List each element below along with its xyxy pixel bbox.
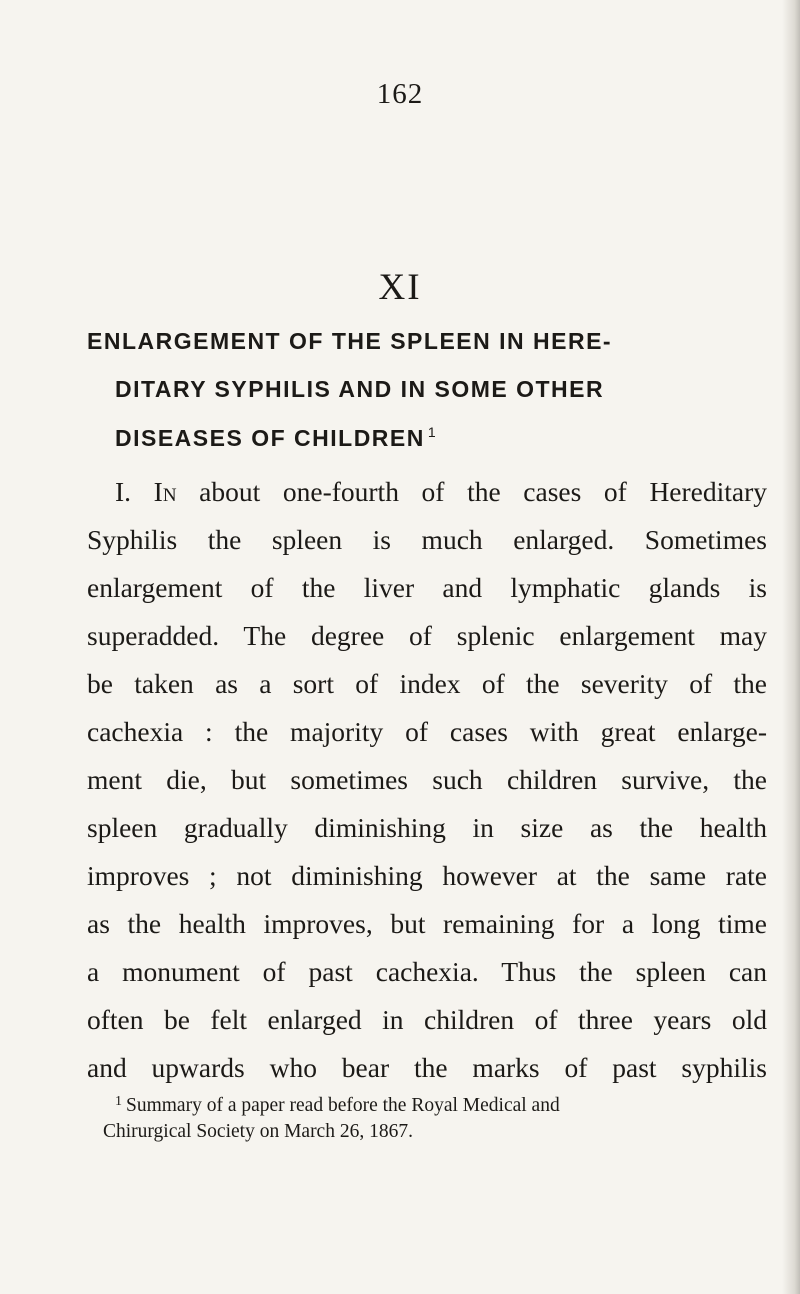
paragraph-line: Syphilis the spleen is much enlarged. Sometimes bbox=[87, 524, 767, 555]
paragraph-line: superadded. The degree of splenic enlargement may bbox=[87, 620, 767, 651]
section-numeral: I. bbox=[115, 476, 132, 507]
page-edge-shadow bbox=[782, 0, 800, 1294]
paragraph-line-text: about one-fourth of the cases of Hereditary bbox=[176, 476, 768, 507]
title-line-3-text: DISEASES OF CHILDREN bbox=[115, 425, 425, 451]
paragraph-line: be taken as a sort of index of the severity of the bbox=[87, 668, 767, 699]
footnote-mark: 1 bbox=[115, 1094, 122, 1109]
paragraph-line: enlargement of the liver and lymphatic glands is bbox=[87, 572, 767, 603]
paragraph-line: spleen gradually diminishing in size as the health bbox=[87, 812, 767, 843]
paragraph-line: a monument of past cachexia. Thus the spleen can bbox=[87, 956, 767, 987]
title-line-2: DITARY SYPHILIS AND IN SOME OTHER bbox=[115, 376, 605, 402]
paragraph-line: ment die, but sometimes such children survive, the bbox=[87, 764, 767, 795]
paragraph-line: and upwards who bear the marks of past syphilis bbox=[87, 1052, 767, 1083]
paragraph-line: as the health improves, but remaining for a long time bbox=[87, 908, 767, 939]
paragraph-line: improves ; not diminishing however at the same rate bbox=[87, 860, 767, 891]
title-line-3 bbox=[115, 424, 437, 452]
paragraph-line bbox=[115, 477, 767, 507]
footnote-reference-mark: 1 bbox=[427, 424, 438, 440]
chapter-number: XI bbox=[378, 267, 422, 308]
paragraph-line: cachexia : the majority of cases with great enlarge- bbox=[87, 716, 767, 747]
paragraph-line: often be felt enlarged in children of three years old bbox=[87, 1004, 767, 1035]
lead-word: In bbox=[153, 476, 177, 507]
footnote-line-1 bbox=[115, 1090, 560, 1118]
page-number: 162 bbox=[376, 78, 424, 110]
footnote-text-1: Summary of a paper read before the Royal Medical and bbox=[126, 1095, 560, 1116]
footnote-line-2: Chirurgical Society on March 26, 1867. bbox=[103, 1121, 413, 1142]
title-line-1: ENLARGEMENT OF THE SPLEEN IN HERE- bbox=[87, 328, 613, 354]
